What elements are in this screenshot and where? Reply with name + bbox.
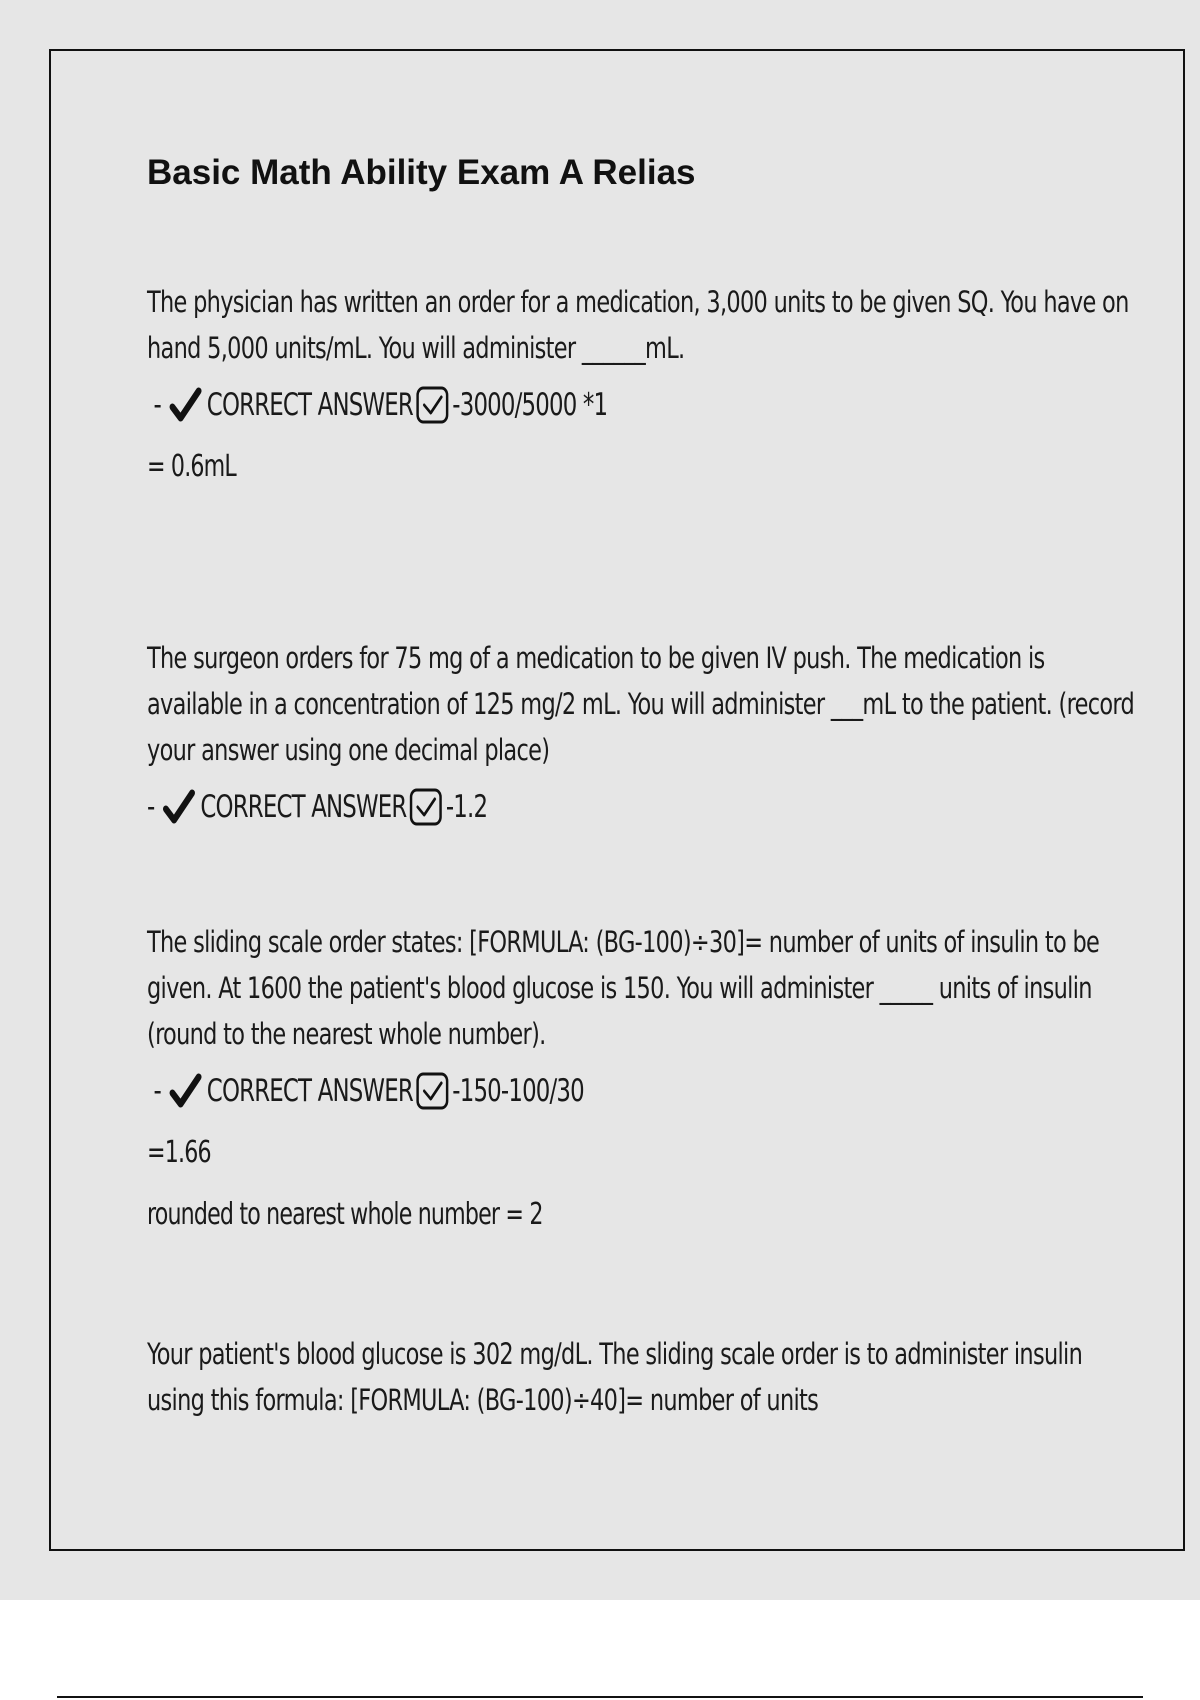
- answer-dash: -: [147, 789, 155, 825]
- correct-answer-label: CORRECT ANSWER: [206, 387, 413, 423]
- answer-dash: -: [147, 387, 161, 423]
- answer-calculation-line: =1.66: [147, 1135, 211, 1170]
- question-4: [147, 1331, 1137, 1423]
- answer-blank: _____: [879, 971, 933, 1005]
- document-title: Basic Math Ability Exam A Relias: [147, 153, 696, 192]
- question-2: [147, 635, 1137, 829]
- answer-row: [147, 785, 959, 829]
- answer-value: -1.2: [445, 789, 488, 825]
- answer-row: [147, 1069, 959, 1113]
- check-mark-icon: [163, 787, 196, 827]
- question-text: The sliding scale order states: [FORMULA: (BG-100)÷30]= number of units of insulin to be given. At 1600 the patient's blood glucose is 150. You will administer _____ units of insulin (round to the nearest whole number).: [147, 925, 1100, 1051]
- checkbox-checked-icon: [410, 788, 443, 826]
- answer-dash: -: [147, 1073, 161, 1109]
- question-3: [147, 919, 1137, 1237]
- question-text: Your patient's blood glucose is 302 mg/dL. The sliding scale order is to administer insulin using this formula: [FORMULA: (BG-100)÷40]= number of units: [147, 1337, 1083, 1417]
- answer-row: [147, 383, 959, 427]
- checkbox-checked-icon: [416, 1072, 449, 1110]
- answer-blank: ______: [581, 331, 646, 365]
- document-frame: [49, 49, 1185, 1551]
- answer-value: -150-100/30: [452, 1073, 584, 1109]
- answer-calculation-line: rounded to nearest whole number = 2: [147, 1197, 543, 1232]
- question-text: The physician has written an order for a medication, 3,000 units to be given SQ. You have on hand 5,000 units/mL. You will administer ______mL.: [147, 285, 1129, 365]
- answer-value: -3000/5000 *1: [452, 387, 608, 423]
- answer-blank: ___: [830, 687, 863, 721]
- question-1: [147, 279, 1137, 489]
- question-text: The surgeon orders for 75 mg of a medication to be given IV push. The medication is available in a concentration of 125 mg/2 mL. You will administer ___mL to the patient. (record your answer using one decimal place): [147, 641, 1135, 767]
- correct-answer-label: CORRECT ANSWER: [206, 1073, 413, 1109]
- correct-answer-label: CORRECT ANSWER: [200, 789, 407, 825]
- answer-calculation-line: = 0.6mL: [147, 449, 236, 484]
- checkbox-checked-icon: [416, 386, 449, 424]
- check-mark-icon: [169, 1071, 202, 1111]
- check-mark-icon: [169, 385, 202, 425]
- footer-divider: [57, 1696, 1143, 1698]
